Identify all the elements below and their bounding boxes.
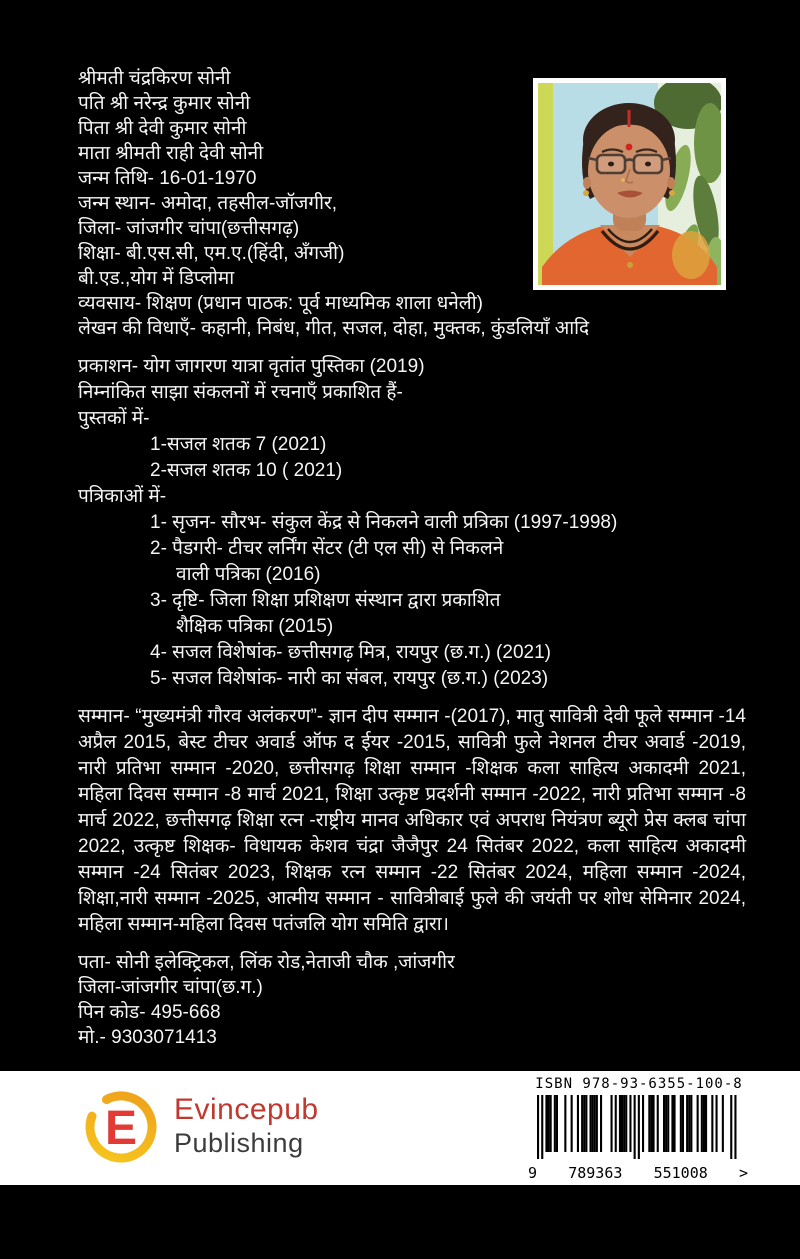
magazine-item: 3- दृष्टि- जिला शिक्षा प्रशिक्षण संस्थान द्वारा प्रकाशित [150, 590, 501, 611]
bio-occupation: व्यवसाय- शिक्षण (प्रधान पाठक: पूर्व माध्यमिक शाला धनेली) [78, 293, 483, 314]
isbn-label: ISBN 978-93-6355-100-8 [535, 1076, 743, 1092]
publisher-name-line2: Publishing [174, 1128, 304, 1158]
isbn-barcode-bars [532, 1095, 746, 1159]
publisher-band [0, 1071, 800, 1185]
isbn-barcode [528, 1075, 750, 1181]
magazine-item-continuation: शैक्षिक पत्रिका (2015) [176, 616, 334, 637]
bio-birth-place: जन्म स्थान- अमोदा, तहसील-जॉजगीर, [78, 193, 338, 214]
magazine-item: 5- सजल विशेषांक- नारी का संबल, रायपुर (छ.ग.) (2023) [150, 668, 549, 689]
publisher-name [174, 1093, 319, 1159]
book-item: 2-सजल शतक 10 ( 2021) [150, 460, 343, 481]
bio-education-1: शिक्षा- बी.एस.सी, एम.ए.(हिंदी, अँगजी) [78, 243, 345, 264]
author-bio-section [78, 66, 748, 1050]
address-mobile: मो.- 9303071413 [78, 1027, 217, 1048]
publisher-logo-icon [82, 1086, 160, 1166]
isbn-digit-lead: 9 [528, 1164, 538, 1182]
isbn-digit-group2: 551008 [653, 1164, 708, 1182]
magazines-list [150, 510, 748, 692]
address-section [78, 950, 748, 1050]
publisher-name-line1: Evincepub [174, 1093, 319, 1126]
logo-letter: E [104, 1102, 138, 1155]
isbn-digits [528, 1165, 750, 1181]
bio-education-2: बी.एड.,योग में डिप्लोमा [78, 268, 235, 289]
magazine-item: 2- पैडगरी- टीचर लर्निंग सेंटर (टी एल सी) से निकलने [150, 538, 504, 559]
bio-birth-date: जन्म तिथि- 16-01-1970 [78, 168, 257, 189]
isbn-digit-group1: 789363 [568, 1164, 623, 1182]
publications-section [78, 354, 748, 692]
address-pincode: पिन कोड- 495-668 [78, 1002, 221, 1023]
address-district: जिला-जांजगीर चांपा(छ.ग.) [78, 977, 263, 998]
bio-mother: माता श्रीमती राही देवी सोनी [78, 143, 264, 164]
awards-paragraph: सम्मान- “मुख्यमंत्री गौरव अलंकरण”- ज्ञान दीप सम्मान -(2017), मातु सावित्री देवी फूले सम्मान -14 अप्रैल 2015, बेस्ट टीचर अवार्ड ऑफ द ईयर -2015, सावित्री फुले नेशनल टीचर अवार्ड -2019, नारी प्रतिभा सम्मान -2020, छत्तीसगढ़ शिक्षा सम्मान -शिक्षक कला साहित्य अकादमी 2021, महिला दिवस सम्मान -8 मार्च 2021, शिक्षा उत्कृष्ट प्रदर्शनी सम्मान -2022, नारी प्रतिभा सम्मान -8 मार्च 2022, छत्तीसगढ़ शिक्षा रत्न -राष्ट्रीय मानव अधिकार एवं अपराध नियंत्रण ब्यूरो प्रेस क्लब चांपा 2022, उत्कृष्ट शिक्षक- विधायक केशव चंद्रा जैजैपुर 24 सितंबर 2022, कला साहित्य अकादमी सम्मान -24 सितंबर 2023, शिक्षक रत्न सम्मान -22 सितंबर 2024, महिला सम्मान -2024, शिक्षा,नारी सम्मान -2025, आत्मीय सम्मान - सावित्रीबाई फुले की जयंती पर शोध सेमिनार 2024, महिला सम्मान-महिला दिवस पतंजलि योग समिति द्वारा। [78, 706, 746, 935]
bio-genres: लेखन की विधाएँ- कहानी, निबंध, गीत, सजल, दोहा, मुक्तक, कुंडलियाँ आदि [78, 318, 590, 339]
bio-father: पिता श्री देवी कुमार सोनी [78, 118, 247, 139]
isbn-quiet-zone-arrow: > [738, 1164, 748, 1182]
magazines-heading: पत्रिकाओं में- [78, 486, 167, 507]
magazine-item: 1- सृजन- सौरभ- संकुल केंद्र से निकलने वाली प्रत्रिका (1997-1998) [150, 512, 618, 533]
book-item: 1-सजल शतक 7 (2021) [150, 434, 327, 455]
publications-subheading: निम्नांकित साझा संकलनों में रचनाएँ प्रकाशित हैं- [78, 382, 403, 403]
books-heading: पुस्तकों में- [78, 408, 150, 429]
books-list [150, 432, 748, 484]
author-name: श्रीमती चंद्रकिरण सोनी [78, 68, 231, 89]
publications-heading: प्रकाशन- योग जागरण यात्रा वृतांत पुस्तिका (2019) [78, 356, 425, 377]
bio-district: जिला- जांजगीर चांपा(छत्तीसगढ़) [78, 218, 300, 239]
bio-husband: पति श्री नरेन्द्र कुमार सोनी [78, 93, 251, 114]
magazine-item: 4- सजल विशेषांक- छत्तीसगढ़ मित्र, रायपुर (छ.ग.) (2021) [150, 642, 551, 663]
address-line: पता- सोनी इलेक्ट्रिकल, लिंक रोड,नेताजी चौक ,जांजगीर [78, 952, 455, 973]
magazine-item-continuation: वाली पत्रिका (2016) [176, 564, 321, 585]
publisher-logo [82, 1086, 319, 1166]
